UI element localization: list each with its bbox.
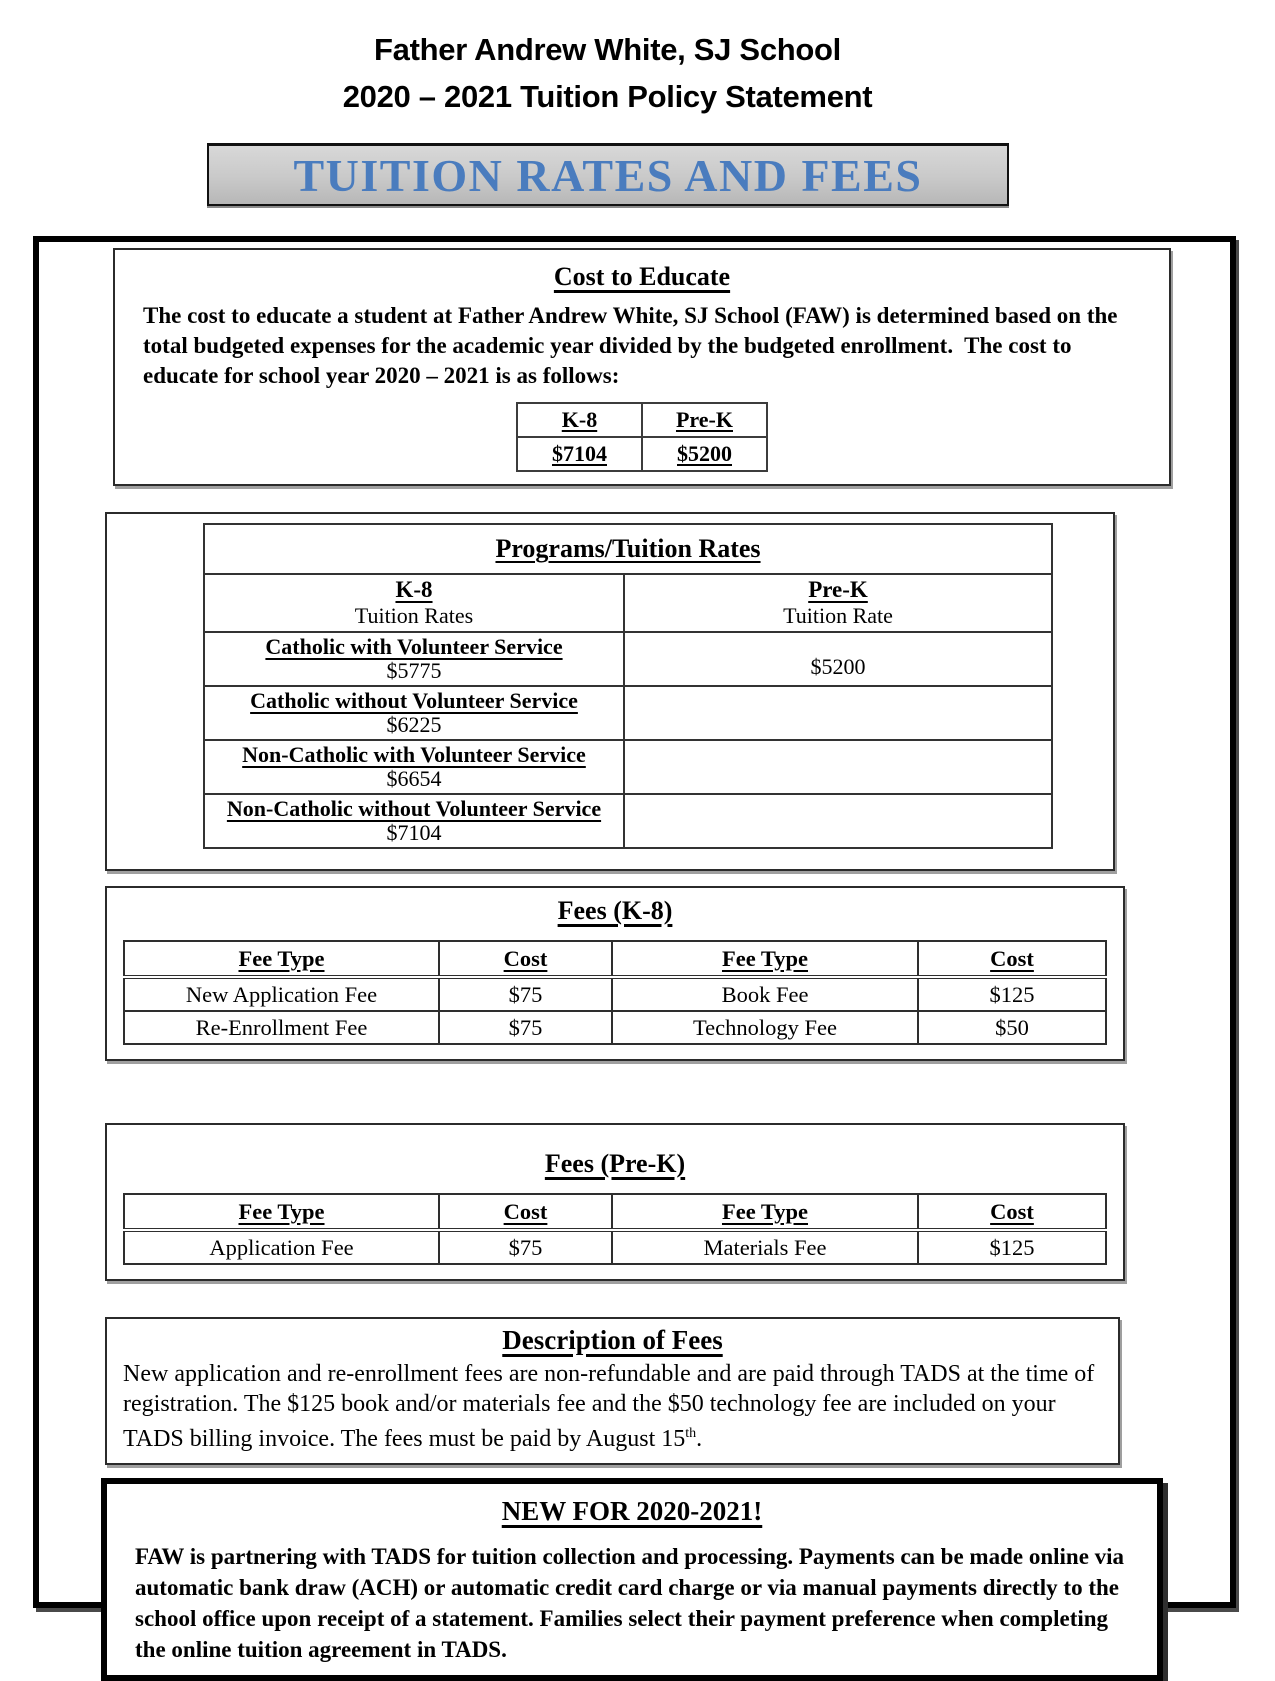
fees-prek-heading: Fees (Pre-K) [544, 1149, 686, 1178]
tuition-rates-banner [207, 143, 1009, 206]
k8-column-subheader: Tuition Rates [354, 603, 474, 628]
program-k8-rate: $7104 [386, 820, 442, 845]
cost-header: Cost [503, 1198, 548, 1224]
prek-header-cell [642, 403, 767, 437]
program-prek-rate-cell [624, 794, 1052, 848]
program-k8-rate: $6225 [386, 712, 442, 737]
program-category-label: Catholic without Volunteer Service [250, 688, 578, 713]
cost-header-cell [439, 941, 612, 977]
fee-cost-cell: $75 [439, 1230, 612, 1264]
fee-type-header: Fee Type [238, 1198, 325, 1224]
cost-to-educate-paragraph: The cost to educate a student at Father Andrew White, SJ School (FAW) is determined based on the total budgeted expenses for the academic year divided by the budgeted enrollment. The cost to educate for school year 2020 – 2021 is as follows: [143, 303, 1118, 388]
fee-cost-cell: $75 [439, 977, 612, 1011]
program-category-cell [204, 794, 624, 848]
fee-type-header-cell [612, 941, 918, 977]
fee-type-cell: Application Fee [124, 1230, 439, 1264]
programs-heading: Programs/Tuition Rates [495, 534, 761, 563]
programs-table-title-cell [204, 524, 1052, 574]
table-row [204, 574, 1052, 632]
cost-header: Cost [990, 1198, 1034, 1224]
program-category-cell [204, 686, 624, 740]
fee-type-header: Fee Type [721, 945, 809, 971]
table-row [204, 524, 1052, 574]
k8-cost-value: $7104 [552, 441, 607, 466]
table-row [204, 632, 1052, 686]
program-category-cell [204, 632, 624, 686]
prek-column-header: Pre-K [808, 577, 868, 602]
fee-type-header-cell [612, 1194, 918, 1230]
description-of-fees-heading: Description of Fees [502, 1325, 723, 1355]
description-text-tail: . [696, 1426, 703, 1452]
k8-column-header: K-8 [395, 577, 433, 602]
fee-type-cell: Book Fee [612, 977, 918, 1011]
page-title [0, 0, 1215, 120]
fee-type-cell: Technology Fee [612, 1011, 918, 1044]
k8-header-cell [517, 403, 642, 437]
fee-cost-cell: $125 [918, 977, 1106, 1011]
fee-type-cell: New Application Fee [124, 977, 439, 1011]
program-category-label: Non-Catholic with Volunteer Service [242, 742, 586, 767]
cost-header: Cost [990, 945, 1034, 971]
fee-cost-cell: $125 [918, 1230, 1106, 1264]
page-title-line2: 2020 – 2021 Tuition Policy Statement [342, 79, 873, 114]
cost-to-educate-section [113, 248, 1171, 486]
prek-cost-value: $5200 [677, 441, 732, 466]
table-row [517, 403, 767, 437]
table-row [204, 740, 1052, 794]
cost-header-cell [918, 1194, 1106, 1230]
table-row [124, 977, 1106, 1011]
banner-text: TUITION RATES AND FEES [293, 149, 923, 201]
cost-header: Cost [503, 945, 548, 971]
fees-prek-table [123, 1193, 1107, 1265]
fee-type-header: Fee Type [721, 1198, 809, 1224]
prek-header-label: Pre-K [675, 407, 733, 432]
program-k8-rate: $5775 [386, 658, 442, 683]
new-for-heading: NEW FOR 2020-2021! [501, 1495, 763, 1526]
table-row [124, 1230, 1106, 1264]
prek-column-header-cell [624, 574, 1052, 632]
programs-tuition-rates-section [105, 512, 1115, 871]
description-text: New application and re-enrollment fees are non-refundable and are paid through TADS at the time of registration. The $125 book and/or materials fee and the $50 technology fee are included on your TADS billing invoice. The fees must be paid by August 15 [123, 1361, 1095, 1452]
description-of-fees-section [105, 1317, 1120, 1465]
document-frame [33, 236, 1236, 1662]
program-category-label: Catholic with Volunteer Service [265, 634, 563, 659]
table-row [517, 437, 767, 471]
description-of-fees-paragraph [123, 1360, 1102, 1455]
new-for-paragraph: FAW is partnering with TADS for tuition collection and processing. Payments can be made online via automatic bank draw (ACH) or automatic credit card charge or via manual payments directly to the school office upon receipt of a statement. Families select their payment preference when completing the online tuition agreement in TADS. [135, 1543, 1125, 1662]
program-prek-rate: $5200 [810, 654, 866, 679]
fees-k8-section [105, 886, 1125, 1061]
cost-header-cell [918, 941, 1106, 977]
program-prek-rate-cell [624, 632, 1052, 686]
program-category-cell [204, 740, 624, 794]
programs-tuition-rates-table [203, 523, 1053, 849]
program-k8-rate: $6654 [386, 766, 442, 791]
k8-header-label: K-8 [561, 407, 598, 432]
table-row [124, 1011, 1106, 1044]
page-title-line1: Father Andrew White, SJ School [374, 32, 841, 67]
fee-type-cell: Materials Fee [612, 1230, 918, 1264]
fee-type-header-cell [124, 941, 439, 977]
k8-cost-cell [517, 437, 642, 471]
table-row [204, 794, 1052, 848]
fees-k8-heading: Fees (K-8) [557, 896, 673, 925]
program-prek-rate-cell [624, 740, 1052, 794]
fees-k8-table [123, 940, 1107, 1045]
k8-column-header-cell [204, 574, 624, 632]
table-row [204, 686, 1052, 740]
new-for-2020-2021-section [101, 1478, 1163, 1681]
table-header-row [124, 941, 1106, 977]
fee-cost-cell: $50 [918, 1011, 1106, 1044]
prek-column-subheader: Tuition Rate [783, 603, 893, 628]
fees-prek-section [105, 1123, 1125, 1281]
ordinal-superscript: th [685, 1426, 697, 1441]
program-prek-rate-cell [624, 686, 1052, 740]
fee-type-header: Fee Type [238, 945, 325, 971]
prek-cost-cell [642, 437, 767, 471]
fee-type-header-cell [124, 1194, 439, 1230]
cost-to-educate-table [516, 402, 768, 472]
program-category-label: Non-Catholic without Volunteer Service [226, 796, 602, 821]
fee-type-cell: Re-Enrollment Fee [124, 1011, 439, 1044]
table-header-row [124, 1194, 1106, 1230]
fee-cost-cell: $75 [439, 1011, 612, 1044]
cost-header-cell [439, 1194, 612, 1230]
cost-to-educate-heading: Cost to Educate [553, 262, 731, 291]
